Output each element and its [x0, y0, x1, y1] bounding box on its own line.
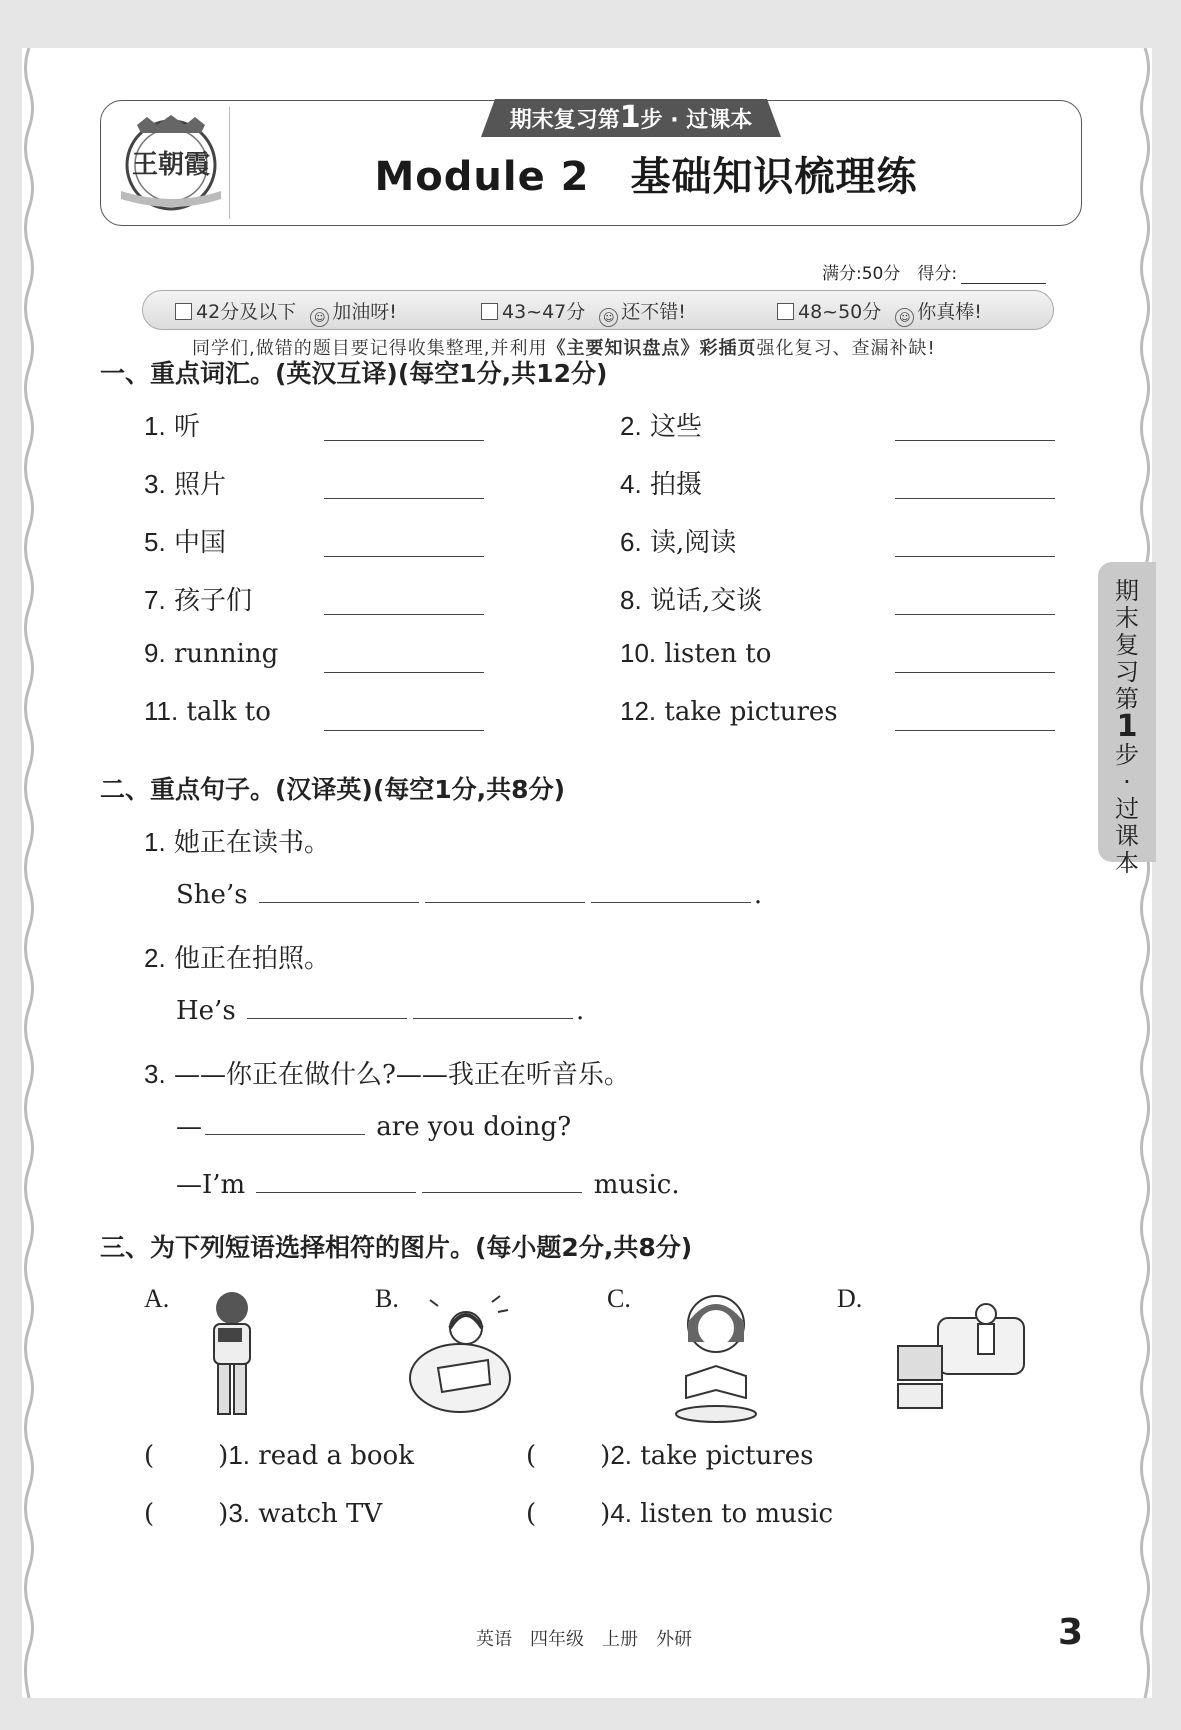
vocab-item-11: 11. talk to: [144, 696, 271, 727]
vocab-item-4: 4. 拍摄: [620, 469, 702, 500]
smile-face-icon: ☺: [895, 308, 914, 327]
boy-camera-picture: [194, 1288, 274, 1423]
level-3: 48~50分 ☺ 你真棒!: [777, 297, 982, 327]
smile-face-icon: ☺: [599, 308, 618, 327]
vocab-blank-11[interactable]: [324, 730, 484, 731]
answer-blank[interactable]: [413, 996, 573, 1019]
vocab-item-8: 8. 说话,交谈: [620, 585, 763, 616]
vocab-item-2: 2. 这些: [620, 411, 702, 442]
checkbox[interactable]: [175, 303, 192, 320]
vocab-item-6: 6. 读,阅读: [620, 527, 737, 558]
sentence-1-en: She’s .: [176, 880, 763, 910]
answer-blank[interactable]: [422, 1170, 582, 1193]
pic-label-d: D.: [837, 1284, 863, 1313]
vocab-item-10: 10. listen to: [620, 638, 772, 669]
match-item-1: ( )1. read a book: [144, 1440, 414, 1471]
answer-blank[interactable]: [259, 880, 419, 903]
match-item-2: ( )2. take pictures: [526, 1440, 814, 1471]
page-number: 3: [1058, 1612, 1084, 1653]
boy-headphones-picture: [408, 1288, 518, 1423]
score-blank[interactable]: [961, 267, 1046, 284]
answer-blank[interactable]: [205, 1112, 365, 1135]
score-label: 得分:: [917, 264, 958, 284]
sentence-3-en-b: —I’m music.: [176, 1170, 680, 1200]
logo-divider: [229, 107, 230, 219]
level-1: 42分及以下 ☺ 加油呀!: [175, 297, 397, 327]
sentence-3-en-a: — are you doing?: [176, 1112, 572, 1142]
checkbox[interactable]: [481, 303, 498, 320]
pic-label-b: B.: [375, 1284, 399, 1313]
page-title: Module 2 基础知识梳理练: [374, 154, 918, 200]
vocab-blank-1[interactable]: [324, 440, 484, 441]
footer-info: 英语 四年级 上册 外研: [476, 1629, 692, 1650]
vocab-blank-2[interactable]: [895, 440, 1055, 441]
page-border-left: [22, 48, 36, 1698]
worksheet-page: [22, 48, 1152, 1698]
logo-text: 王朝霞: [131, 150, 211, 180]
checkbox[interactable]: [777, 303, 794, 320]
vocab-item-7: 7. 孩子们: [144, 585, 252, 616]
step-ribbon-text: 期末复习第1步 · 过课本: [509, 100, 753, 135]
instruction-note: 同学们,做错的题目要记得收集整理,并利用《主要知识盘点》彩插页强化复习、查漏补缺!: [192, 338, 936, 359]
sentence-2-en: He’s .: [176, 996, 585, 1026]
side-tab-text: 期 末 复 习 第 1 步 · 过 课 本: [1115, 577, 1139, 877]
answer-blank[interactable]: [591, 880, 751, 903]
answer-blank[interactable]: [256, 1170, 416, 1193]
answer-blank[interactable]: [425, 880, 585, 903]
vocab-blank-6[interactable]: [895, 556, 1055, 557]
section1-title: 一、重点词汇。(英汉互译)(每空1分,共12分): [100, 359, 608, 388]
vocab-blank-10[interactable]: [895, 672, 1055, 673]
girl-reading-picture: [666, 1286, 766, 1426]
vocab-blank-4[interactable]: [895, 498, 1055, 499]
girl-tv-picture: [894, 1288, 1034, 1418]
sentence-2-cn: 2. 他正在拍照。: [144, 943, 330, 974]
level-2: 43~47分 ☺ 还不错!: [481, 297, 686, 327]
vocab-blank-5[interactable]: [324, 556, 484, 557]
score-levels-bar: [142, 290, 1054, 330]
pic-label-c: C.: [607, 1284, 631, 1313]
vocab-blank-8[interactable]: [895, 614, 1055, 615]
vocab-blank-9[interactable]: [324, 672, 484, 673]
vocab-item-1: 1. 听: [144, 411, 200, 442]
score-box: [822, 259, 1046, 284]
match-item-3: ( )3. watch TV: [144, 1498, 383, 1529]
vocab-item-3: 3. 照片: [144, 469, 226, 500]
vocab-blank-7[interactable]: [324, 614, 484, 615]
full-score: 满分:50分: [822, 264, 901, 284]
vocab-blank-12[interactable]: [895, 730, 1055, 731]
sentence-3-cn: 3. ——你正在做什么?——我正在听音乐。: [144, 1059, 630, 1090]
sentence-1-cn: 1. 她正在读书。: [144, 827, 330, 858]
vocab-item-12: 12. take pictures: [620, 696, 838, 727]
section2-title: 二、重点句子。(汉译英)(每空1分,共8分): [100, 775, 565, 804]
match-item-4: ( )4. listen to music: [526, 1498, 834, 1529]
vocab-blank-3[interactable]: [324, 498, 484, 499]
answer-blank[interactable]: [247, 996, 407, 1019]
vocab-item-9: 9. running: [144, 638, 279, 669]
smile-face-icon: ☺: [310, 308, 329, 327]
publisher-logo: [117, 107, 225, 219]
pic-label-a: A.: [144, 1284, 170, 1313]
section3-title: 三、为下列短语选择相符的图片。(每小题2分,共8分): [100, 1233, 693, 1262]
header-banner: [100, 100, 1082, 226]
vocab-item-5: 5. 中国: [144, 527, 226, 558]
